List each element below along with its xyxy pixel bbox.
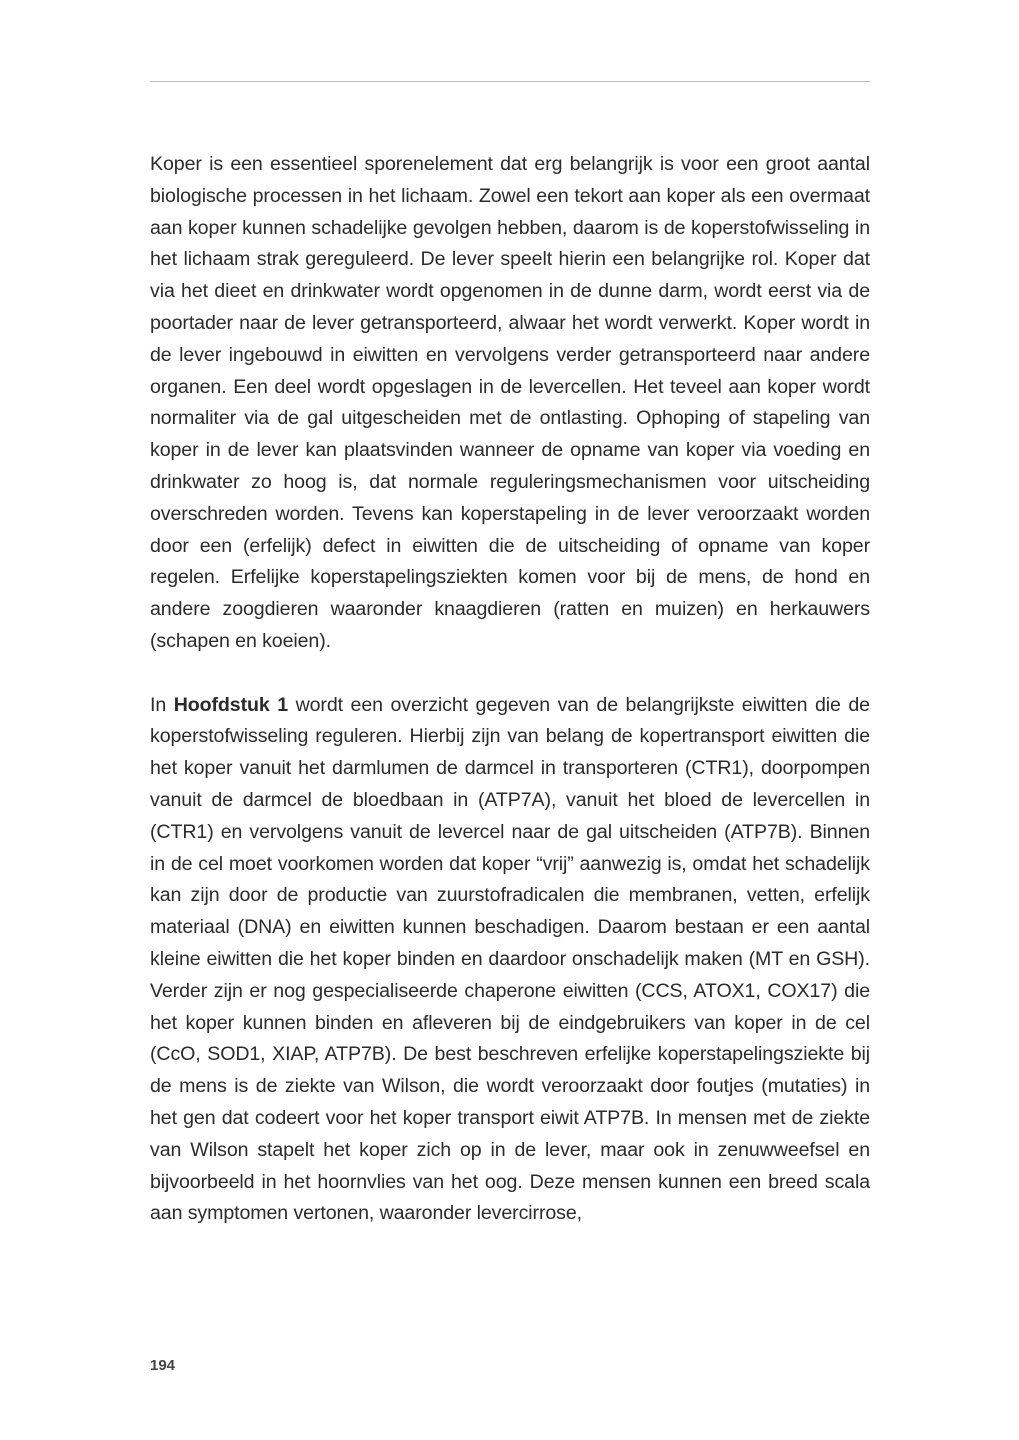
paragraph-2 bbox=[150, 690, 870, 1231]
paragraph-2-text: wordt een overzicht gegeven van de belangrijkste eiwitten die de koperstofwisseling reguleren. Hierbij zijn van belang de kopertransport eiwitten die het koper vanuit het darmlumen de darmcel in transporteren (CTR1), doorpompen vanuit de darmcel de bloedbaan in (ATP7A), vanuit het bloed de levercellen in (CTR1) en vervolgens vanuit de levercel naar de gal uitscheiden (ATP7B). Binnen in de cel moet voorkomen worden dat koper “vrij” aanwezig is, omdat het schadelijk kan zijn door de productie van zuurstofradicalen die membranen, vetten, erfelijk materiaal (DNA) en eiwitten kunnen beschadigen. Daarom bestaan er een aantal kleine eiwitten die het koper binden en daardoor onschadelijk maken (MT en GSH). Verder zijn er nog gespecialiseerde chaperone eiwitten (CCS, ATOX1, COX17) die het koper kunnen binden en afleveren bij de eindgebruikers van koper in de cel (CcO, SOD1, XIAP, ATP7B). De best beschreven erfelijke koperstapelingsziekte bij de mens is de ziekte van Wilson, die wordt veroorzaakt door foutjes (mutaties) in het gen dat codeert voor het koper transport eiwit ATP7B. In mensen met de ziekte van Wilson stapelt het koper zich op in de lever, maar ook in zenuwweefsel en bijvoorbeeld in het hoornvlies van het oog. Deze mensen kunnen een breed scala aan symptomen vertonen, waaronder levercirrose, bbox=[150, 693, 870, 1225]
paragraph-2-lead: In bbox=[150, 693, 174, 716]
header-rule bbox=[150, 81, 870, 82]
chapter-reference: Hoofdstuk 1 bbox=[173, 693, 289, 716]
paragraph-1 bbox=[150, 149, 870, 658]
page-number: 194 bbox=[150, 1357, 176, 1374]
body-text bbox=[150, 149, 870, 1230]
paragraph-1-text: Koper is een essentieel sporenelement dat erg belangrijk is voor een groot aantal biologische processen in het lichaam. Zowel een tekort aan koper als een overmaat aan koper kunnen schadelijke gevolgen hebben, daarom is de koperstofwisseling in het lichaam strak gereguleerd. De lever speelt hierin een belangrijke rol. Koper dat via het dieet en drinkwater wordt opgenomen in de dunne darm, wordt eerst via de poortader naar de lever getransporteerd, alwaar het wordt verwerkt. Koper wordt in de lever ingebouwd in eiwitten en vervolgens verder getransporteerd naar andere organen. Een deel wordt opgeslagen in de levercellen. Het teveel aan koper wordt normaliter via de gal uitgescheiden met de ontlasting. Ophoping of stapeling van koper in de lever kan plaatsvinden wanneer de opname van koper via voeding en drinkwater zo hoog is, dat normale reguleringsmechanismen voor uitscheiding overschreden worden. Tevens kan koperstapeling in de lever veroorzaakt worden door een (erfelijk) defect in eiwitten die de uitscheiding of opname van koper regelen. Erfelijke koperstapelingsziekten komen voor bij de mens, de hond en andere zoogdieren waaronder knaagdieren (ratten en muizen) en herkauwers (schapen en koeien). bbox=[150, 153, 870, 652]
